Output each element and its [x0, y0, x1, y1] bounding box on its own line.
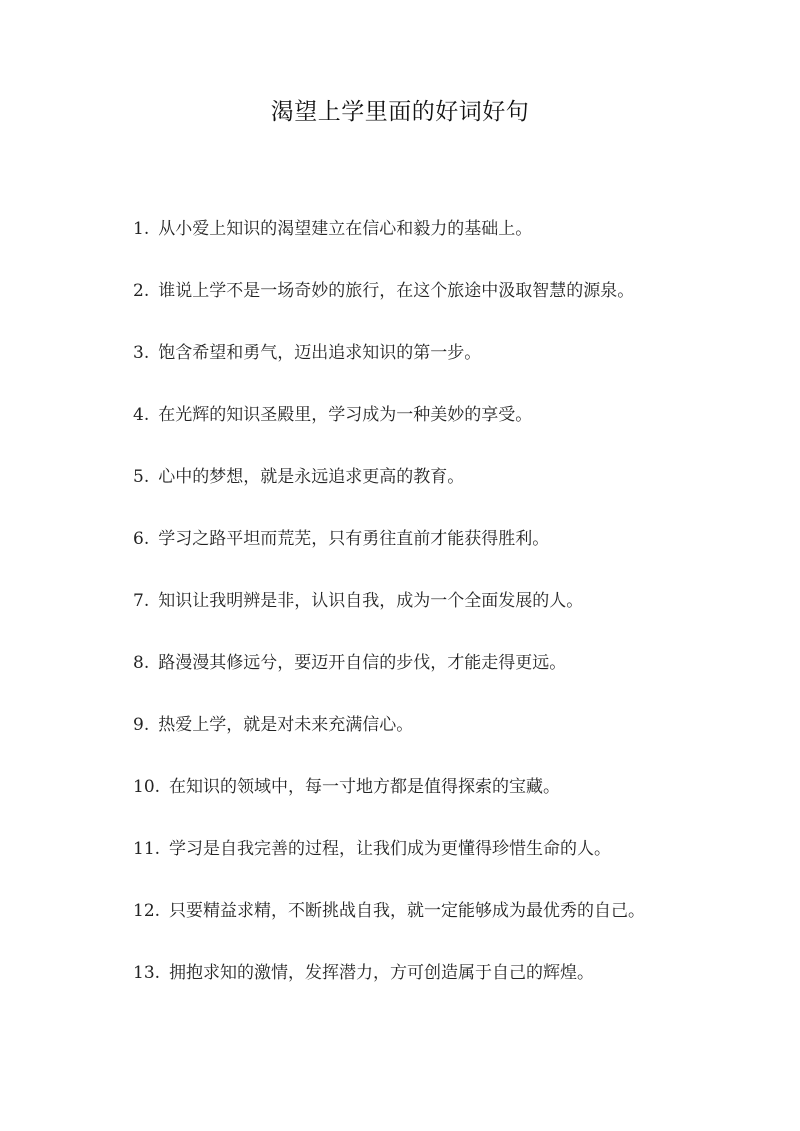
item-text: 只要精益求精，不断挑战自我，就一定能够成为最优秀的自己。: [169, 901, 646, 921]
list-item: [133, 711, 645, 773]
item-text: 在光辉的知识圣殿里，学习成为一种美妙的享受。: [158, 405, 533, 425]
item-number: 3.: [133, 343, 150, 363]
list-item: [133, 649, 645, 711]
list-item: [133, 339, 645, 401]
list-item: [133, 587, 645, 649]
item-text: 知识让我明辨是非，认识自我，成为一个全面发展的人。: [158, 591, 584, 611]
page-title: 渴望上学里面的好词好句: [270, 99, 530, 125]
item-text: 学习是自我完善的过程，让我们成为更懂得珍惜生命的人。: [169, 839, 612, 859]
item-number: 6.: [133, 529, 150, 549]
item-number: 2.: [133, 281, 150, 301]
item-text: 热爱上学，就是对未来充满信心。: [158, 715, 414, 735]
item-text: 学习之路平坦而荒芜，只有勇往直前才能获得胜利。: [158, 529, 550, 549]
item-text: 路漫漫其修远兮，要迈开自信的步伐，才能走得更远。: [158, 653, 567, 673]
list-item: [133, 835, 645, 897]
sentence-list: [133, 215, 645, 1021]
item-text: 在知识的领域中，每一寸地方都是值得探索的宝藏。: [169, 777, 561, 797]
item-number: 5.: [133, 467, 150, 487]
item-number: 10.: [133, 777, 161, 797]
list-item: [133, 959, 645, 1021]
item-text: 心中的梦想，就是永远追求更高的教育。: [158, 467, 465, 487]
item-number: 4.: [133, 405, 150, 425]
item-number: 12.: [133, 901, 161, 921]
item-text: 饱含希望和勇气，迈出追求知识的第一步。: [158, 343, 482, 363]
item-number: 11.: [133, 839, 161, 859]
list-item: [133, 463, 645, 525]
list-item: [133, 897, 645, 959]
list-item: [133, 401, 645, 463]
list-item: [133, 773, 645, 835]
item-text: 谁说上学不是一场奇妙的旅行，在这个旅途中汲取智慧的源泉。: [158, 281, 635, 301]
item-number: 7.: [133, 591, 150, 611]
item-text: 从小爱上知识的渴望建立在信心和毅力的基础上。: [158, 219, 533, 239]
item-number: 13.: [133, 963, 161, 983]
item-number: 8.: [133, 653, 150, 673]
list-item: [133, 525, 645, 587]
list-item: [133, 277, 645, 339]
item-number: 9.: [133, 715, 150, 735]
item-text: 拥抱求知的激情，发挥潜力，方可创造属于自己的辉煌。: [169, 963, 595, 983]
item-number: 1.: [133, 219, 150, 239]
list-item: [133, 215, 645, 277]
